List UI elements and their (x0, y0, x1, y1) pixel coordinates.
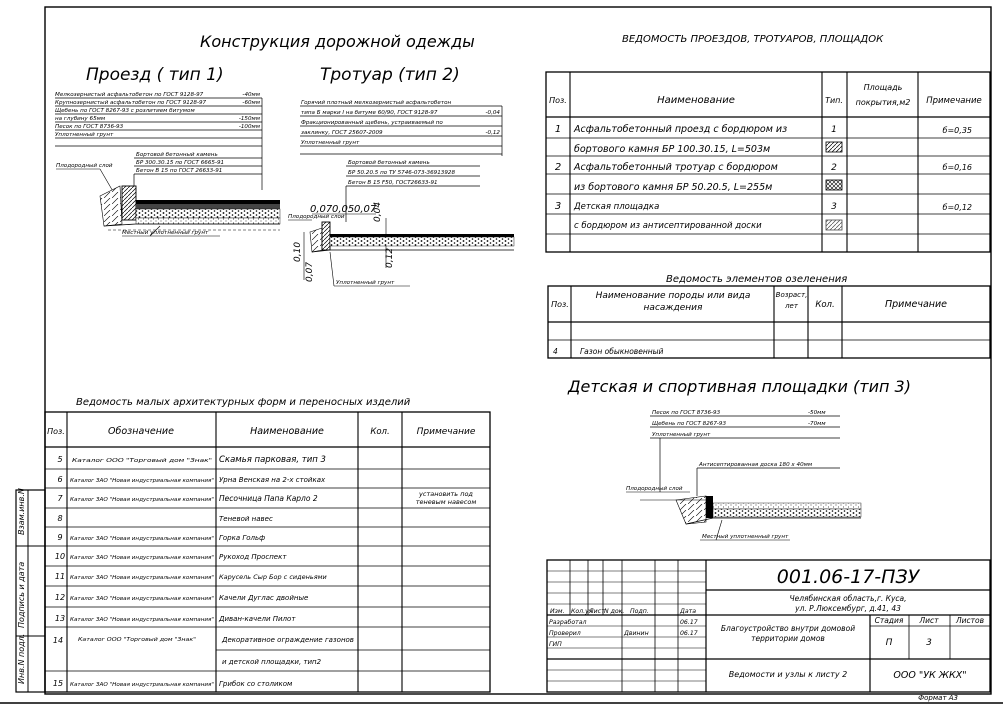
passages-name: с бордюром из антисептированной доски (574, 221, 762, 231)
passages-pos: 2 (554, 162, 562, 173)
playground-layer-label: Песок по ГОСТ 8736-93 (652, 410, 721, 416)
passages-header: Наименование (657, 95, 735, 106)
maf-pos: 8 (57, 514, 63, 523)
maf-header: Примечание (416, 427, 476, 437)
maf-code: Каталог ЗАО "Новая индустриальная компания" (70, 497, 215, 503)
playground-layer-label: Щебень по ГОСТ 8267-93 (652, 421, 727, 427)
walk-dim: 0,07 (354, 204, 377, 215)
playground-layer-value: -70мм (808, 421, 826, 427)
greenery-name-header: Наименование породы или вида насаждения (595, 291, 751, 313)
walk-curb-label: Бортовой бетонный камень (348, 160, 430, 166)
passages-header: Поз. (549, 96, 567, 105)
maf-code: Каталог ЗАО "Новая индустриальная компания" (70, 478, 215, 484)
asphalt-walk-swatch (826, 180, 842, 190)
drawing-name: Ведомости и узлы к листу 2 (728, 670, 848, 679)
project-name: Благоустройство внутри домовой территории домов (720, 624, 856, 643)
playground-title: Детская и спортивная площадки (тип 3) (568, 377, 911, 396)
playground-swatch (826, 220, 842, 230)
stage-value: П (885, 638, 893, 648)
greenery-header: Поз. (551, 300, 569, 309)
maf-code: Каталог ЗАО "Новая индустриальная компания" (70, 536, 215, 542)
walk-soil-label: Уплотненный грунт (336, 280, 395, 286)
walk-curb-label: Бетон В 15 F50, ГОСТ26633-91 (348, 180, 438, 186)
tb-col-header: Лист (589, 608, 605, 615)
drive-layer-value: -60мм (242, 100, 260, 106)
maf-code: Каталог ООО "Торговый дом "Знак" (78, 637, 197, 643)
maf-code: Каталог ЗАО "Новая индустриальная компания" (70, 596, 215, 602)
walk-dim: 0,07 (305, 261, 315, 282)
tb-role: ГИП (549, 641, 562, 648)
tb-date: 06.17 (680, 630, 698, 637)
passages-note: б=0,16 (942, 163, 972, 172)
maf-name: и детской площадки, тип2 (222, 658, 322, 666)
drive-layer-value: -40мм (242, 92, 260, 98)
greenery-title: Ведомость элементов озеленения (666, 274, 848, 285)
maf-name: Рукоход Проспект (219, 553, 287, 561)
drive-layer-label: Песок по ГОСТ 8736-93 (55, 124, 124, 130)
tb-col-header: Кол.уч (571, 608, 593, 615)
maf-note: установить под теневым навесом (415, 490, 477, 506)
tb-role: Разработал (549, 619, 587, 626)
tb-name: Двинин (624, 630, 649, 637)
walk-layer-label: Горячий плотный мелкозернистый асфальтобетон (301, 100, 452, 106)
maf-name: Песочница Папа Карло 2 (219, 494, 318, 503)
side-stamp-label: Подпись и дата (17, 561, 26, 628)
maf-code: Каталог ЗАО "Новая индустриальная компания" (70, 575, 215, 581)
maf-code: Каталог ЗАО "Новая индустриальная компания" (70, 555, 215, 561)
passages-area-header: Площадь покрытия,м2 (855, 83, 911, 107)
drive-soil-label: Местный уплотненный грунт (122, 230, 209, 236)
passages-header: Тип. (825, 96, 843, 105)
road-section-title: Конструкция дорожной одежды (200, 32, 475, 51)
drive-layer-label: на глубину 65мм (55, 116, 106, 122)
sheets-header: Листов (955, 616, 985, 625)
walk-lawn-label: Плодородный слой (288, 214, 345, 220)
stage-header: Стадия (874, 616, 904, 625)
tb-col-header: Подп. (630, 608, 649, 615)
maf-name: Урна Венская на 2-х стойках (219, 476, 326, 484)
maf-name: Теневой навес (219, 515, 273, 523)
maf-pos: 9 (57, 533, 63, 542)
maf-name: Карусель Сыр Бор с сиденьями (219, 573, 327, 581)
maf-code: Каталог ЗАО "Новая индустриальная компания" (70, 682, 215, 688)
maf-name: Диван-качели Пилот (219, 615, 296, 623)
greenery-pos: 4 (553, 347, 558, 356)
passages-name: Асфальтобетонный проезд с бордюром из (574, 124, 788, 135)
passages-type: 3 (831, 202, 837, 212)
maf-name: Декоративное ограждение газонов (222, 636, 354, 644)
drive-layer-value: -100мм (238, 124, 260, 130)
passages-note: б=0,35 (942, 126, 972, 135)
maf-pos: 15 (52, 679, 64, 688)
tb-date: 06.17 (680, 619, 698, 626)
passages-name: из бортового камня БР 50.20.5, L=255м (574, 182, 773, 193)
walk-curb-label: БР 50.20.5 по ТУ 5746-073-36913928 (348, 170, 455, 176)
playground-layer-label: Уплотненный грунт (652, 432, 711, 438)
maf-pos: 5 (57, 455, 63, 464)
passages-name: бортового камня БР 100.30.15, L=503м (574, 144, 771, 155)
passages-header: Примечание (926, 96, 982, 106)
maf-pos: 10 (54, 552, 66, 561)
company-name: ООО "УК ЖКХ" (893, 670, 967, 681)
walk-dim: 0,12 (385, 247, 395, 268)
drive-curb-label: Бетон В 15 по ГОСТ 26633-91 (136, 168, 223, 174)
tb-col-header: Дата (680, 608, 697, 615)
greenery-header: Кол. (815, 300, 835, 310)
maf-header: Кол. (370, 427, 390, 437)
maf-pos: 14 (52, 636, 64, 645)
maf-name: Скамья парковая, тип 3 (219, 455, 326, 465)
drive-layer-label: Уплотненный грунт (55, 132, 114, 138)
passages-name: Детская площадка (574, 202, 660, 212)
maf-pos: 12 (54, 593, 66, 602)
tb-col-header: Изм. (550, 608, 565, 615)
asphalt-drive-swatch (826, 142, 842, 152)
maf-code: Каталог ЗАО "Новая индустриальная компания" (70, 617, 215, 623)
drive-lawn-label: Плодородный слой (56, 163, 113, 169)
passages-pos: 1 (554, 124, 562, 135)
passages-title: ВЕДОМОСТЬ ПРОЕЗДОВ, ТРОТУАРОВ, ПЛОЩАДОК (622, 34, 884, 45)
maf-name: Качели Дуглас двойные (219, 594, 309, 602)
walk-dim: 0,04 (373, 201, 383, 222)
drive-layer-value: -150мм (238, 116, 260, 122)
sheet-header: Лист (919, 616, 939, 625)
walk-layer-label: типа Б марки I на битуме 60/90, ГОСТ 9128-97 (301, 110, 438, 116)
maf-pos: 11 (54, 572, 66, 581)
passages-type: 1 (831, 125, 837, 135)
maf-pos: 7 (57, 494, 63, 503)
drive-curb-label: БР 300.30.15 по ГОСТ 6665-91 (136, 160, 225, 166)
walk-layer-label: Фракционированный щебень, устраиваемый по (301, 120, 443, 126)
maf-name: Грибок со столиком (219, 680, 293, 688)
passages-note: б=0,12 (942, 203, 972, 212)
passages-name: Асфальтобетонный тротуар с бордюром (574, 162, 778, 173)
walk-layer-label: Уплотненный грунт (301, 140, 360, 146)
greenery-age-header: Возраст, лет (775, 291, 808, 310)
walk-layer-label: заклинку, ГОСТ 25607-2009 (301, 130, 383, 136)
drive-layer-label: Мелкозернистый асфальтобетон по ГОСТ 9128-97 (55, 92, 204, 98)
playground-lawn-label: Плодородный слой (626, 486, 683, 492)
sheet-format: Формат А3 (918, 694, 958, 702)
drive-layer-label: Щебень по ГОСТ 8267-93 с розлитием битумом (55, 108, 195, 114)
greenery-header: Примечание (884, 299, 948, 310)
address-line: ул. Р.Люксембург, д.41, 43 (795, 604, 901, 613)
drive-curb-label: Бортовой бетонный камень (136, 152, 218, 158)
passages-type: 2 (831, 163, 837, 173)
walk-layer-value: -0,12 (485, 130, 500, 136)
maf-name: Горка Гольф (219, 534, 266, 542)
maf-header: Обозначение (108, 426, 174, 437)
side-stamp-label: Взам.инв.N (17, 488, 26, 535)
maf-pos: 13 (54, 614, 66, 623)
playground-board-label: Антисептированная доска 180 х 40мм (699, 462, 813, 468)
walk-dim: 0,05 (332, 204, 355, 215)
drive-type-title: Проезд ( тип 1) (86, 65, 224, 85)
playground-layer-value: -50мм (808, 410, 826, 416)
walk-type-title: Тротуар (тип 2) (320, 65, 460, 85)
side-stamp-label: Инв.N подл. (17, 633, 26, 684)
maf-code: Каталог ООО "Торговый дом "Знак" (72, 458, 213, 464)
project-code: 001.06-17-ПЗУ (776, 566, 920, 588)
walk-dim: 0,07 (310, 204, 333, 215)
greenery-name: Газон обыкновенный (580, 347, 664, 356)
address-line: Челябинская область,г. Куса, (789, 594, 907, 603)
tb-col-header: N док. (604, 608, 625, 615)
passages-pos: 3 (554, 201, 562, 212)
tb-role: Проверил (549, 630, 581, 637)
sheet-value: 3 (926, 638, 932, 648)
maf-header: Наименование (250, 426, 324, 437)
maf-title: Ведомость малых архитектурных форм и переносных изделий (76, 397, 411, 408)
walk-dim: 0,10 (293, 241, 303, 262)
walk-layer-value: -0,04 (485, 110, 500, 116)
playground-soil-label: Местный уплотненный грунт (702, 534, 789, 540)
maf-header: Поз. (47, 427, 65, 436)
maf-pos: 6 (57, 475, 63, 484)
drive-layer-label: Крупнозернистый асфальтобетон по ГОСТ 9128-97 (55, 100, 207, 106)
